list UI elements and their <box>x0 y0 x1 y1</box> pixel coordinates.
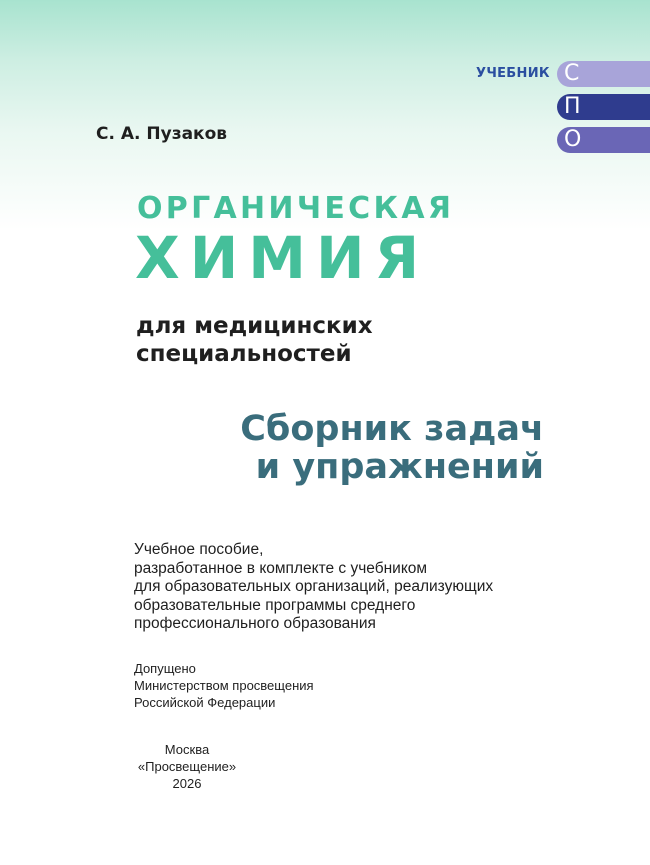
publisher-block <box>131 741 243 792</box>
badge-label: УЧЕБНИК <box>476 66 550 81</box>
description-line: образовательные программы среднего <box>134 596 416 614</box>
badge-letter-o: О <box>564 127 582 152</box>
subtitle-line-1: Сборник задач <box>240 409 544 449</box>
description-block <box>134 541 554 634</box>
title-line-4: специальностей <box>136 341 352 367</box>
title-subline <box>136 312 436 368</box>
title-line-2: ХИМИЯ <box>135 224 430 292</box>
description-line: разработанное в комплекте с учебником <box>134 559 428 577</box>
author-name: С. А. Пузаков <box>96 124 228 144</box>
badge-tab-s <box>557 61 650 87</box>
subtitle-line-2: и упражнений <box>255 447 544 487</box>
description-line: для образовательных организаций, реализующих <box>134 578 494 596</box>
title-line-3: для медицинских <box>136 313 373 339</box>
subtitle <box>222 410 544 486</box>
badge-letter-s: С <box>564 61 580 86</box>
approval-line: Российской Федерации <box>134 695 276 710</box>
publisher-name: «Просвещение» <box>137 759 237 774</box>
badge-tab-o <box>557 127 650 153</box>
publisher-year: 2026 <box>172 776 202 791</box>
approval-line: Допущено <box>134 661 196 676</box>
approval-block <box>134 660 314 711</box>
approval-line: Министерством просвещения <box>134 678 314 693</box>
badge-tab-p <box>557 94 650 120</box>
description-line: профессионального образования <box>134 615 376 633</box>
title-line-1: ОРГАНИЧЕСКАЯ <box>137 191 455 226</box>
badge-letter-p: П <box>564 94 581 119</box>
description-line: Учебное пособие, <box>134 541 264 558</box>
publisher-city: Москва <box>164 742 210 757</box>
